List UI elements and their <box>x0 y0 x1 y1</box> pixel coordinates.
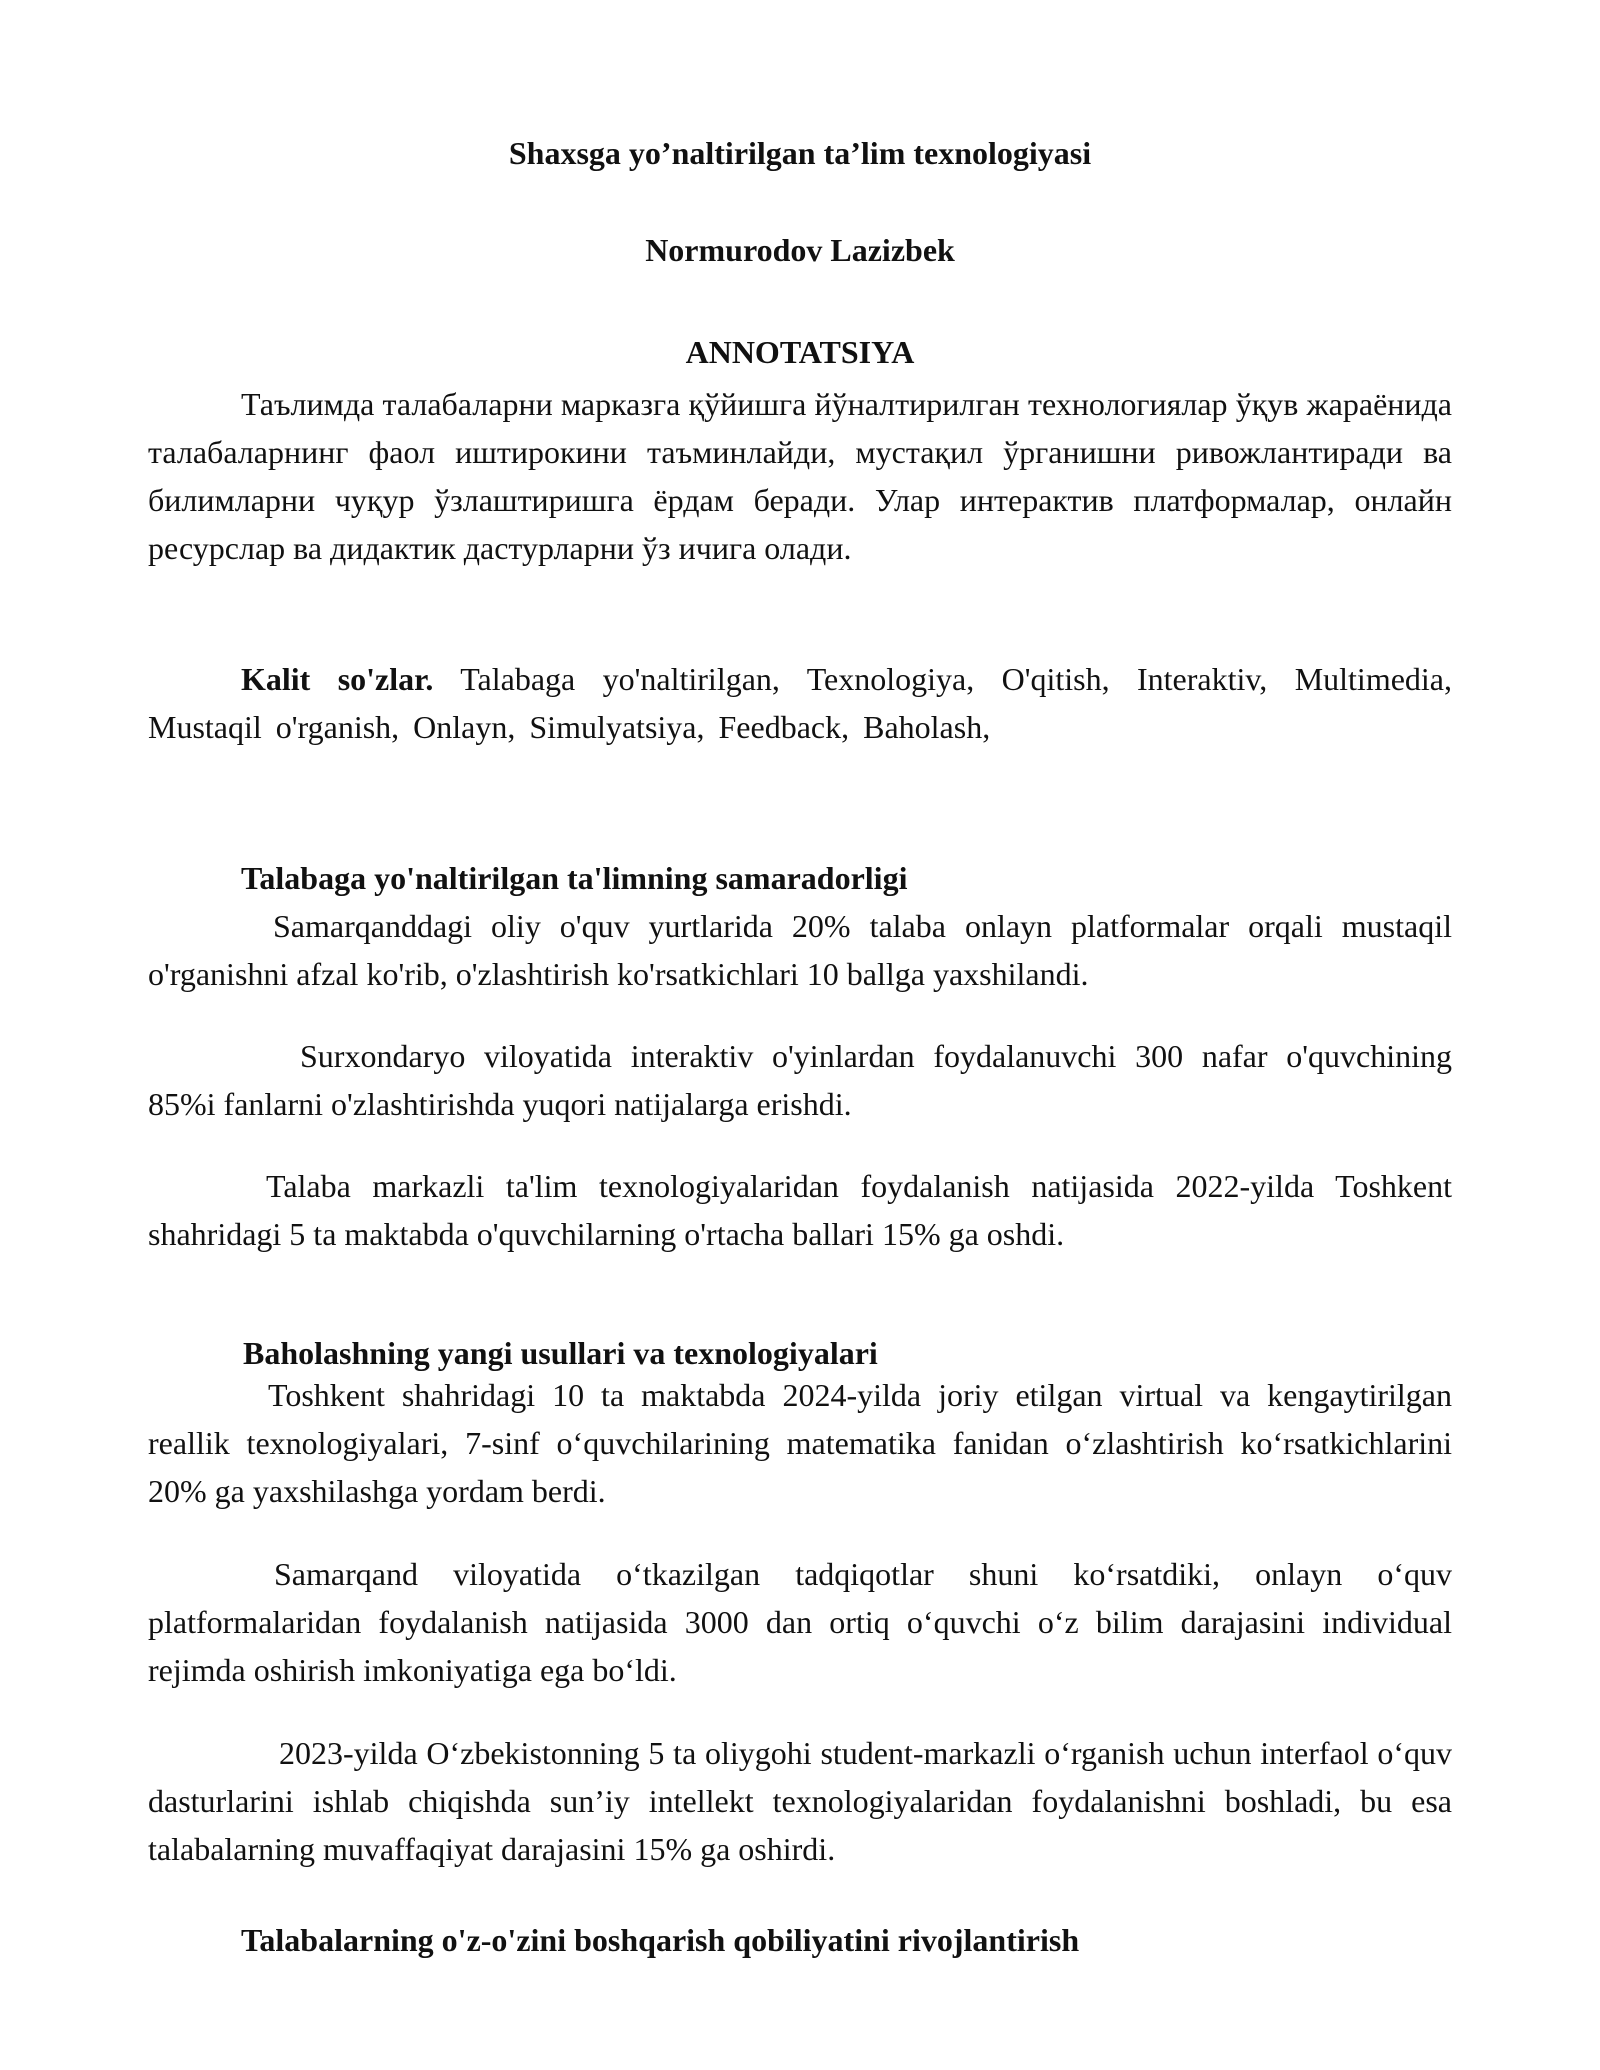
annotation-heading: ANNOTATSIYA <box>685 334 915 370</box>
section-paragraph: Samarqand viloyatida o‘tkazilgan tadqiqotlar shuni ko‘rsatdiki, onlayn o‘quv platformalaridan foydalanish natijasida 3000 dan ortiq o‘quvchi o‘z bilim darajasini individual rejimda oshirish imkoniyatiga ega bo‘ldi. <box>148 1556 1452 1688</box>
section-heading-effectiveness: Talabaga yo'naltirilgan ta'limning samaradorligi <box>241 860 908 896</box>
document-title: Shaxsga yo’naltirilgan ta’lim texnologiyasi <box>508 135 1092 171</box>
section-paragraph: Toshkent shahridagi 10 ta maktabda 2024-yilda joriy etilgan virtual va kengaytirilgan reallik texnologiyalari, 7-sinf o‘quvchilarining matematika fanidan o‘zlashtirish ko‘rsatkichlarini 20% ga yaxshilashga yordam berdi. <box>148 1377 1452 1509</box>
annotation-paragraph: Таълимда талабаларни марказга қўйишга йўналтирилган технологиялар ўқув жараёнида талабаларнинг фаол иштирокини таъминлайди, мустақил ўрганишни ривожлантиради ва билимларни чуқур ўзлаштиришга ёрдам беради. Улар интерактив платформалар, онлайн ресурслар ва дидактик дастурларни ўз ичига олади. <box>148 386 1452 566</box>
section-paragraph: Surxondaryo viloyatida interaktiv o'yinlardan foydalanuvchi 300 nafar o'quvchining 85%i fanlarni o'zlashtirishda yuqori natijalarga erishdi. <box>148 1038 1452 1122</box>
keywords-list: Talabaga yo'naltirilgan, Texnologiya, O'qitish, Interaktiv, Multimedia, Mustaqil o'rganish, Onlayn, Simulyatsiya, Feedback, Baholash, <box>148 661 1453 745</box>
keywords-label: Kalit so'zlar. <box>241 661 434 697</box>
author-name: Normurodov Lazizbek <box>645 232 955 268</box>
section-heading-assessment: Baholashning yangi usullari va texnologiyalari <box>243 1335 878 1371</box>
keywords-paragraph <box>148 655 1452 751</box>
section-paragraph: 2023-yilda O‘zbekistonning 5 ta oliygohi student-markazli o‘rganish uchun interfaol o‘quv dasturlarini ishlab chiqishda sun’iy intellekt texnologiyalaridan foydalanishni boshladi, bu esa talabalarning muvaffaqiyat darajasini 15% ga oshirdi. <box>148 1735 1452 1867</box>
section-paragraph: Samarqanddagi oliy o'quv yurtlarida 20% talaba onlayn platformalar orqali mustaqil o'rganishni afzal ko'rib, o'zlashtirish ko'rsatkichlari 10 ballga yaxshilandi. <box>148 908 1452 992</box>
section-heading-self-management: Talabalarning o'z-o'zini boshqarish qobiliyatini rivojlantirish <box>241 1922 1080 1958</box>
section-paragraph: Talaba markazli ta'lim texnologiyalaridan foydalanish natijasida 2022-yilda Toshkent shahridagi 5 ta maktabda o'quvchilarning o'rtacha ballari 15% ga oshdi. <box>148 1168 1452 1252</box>
